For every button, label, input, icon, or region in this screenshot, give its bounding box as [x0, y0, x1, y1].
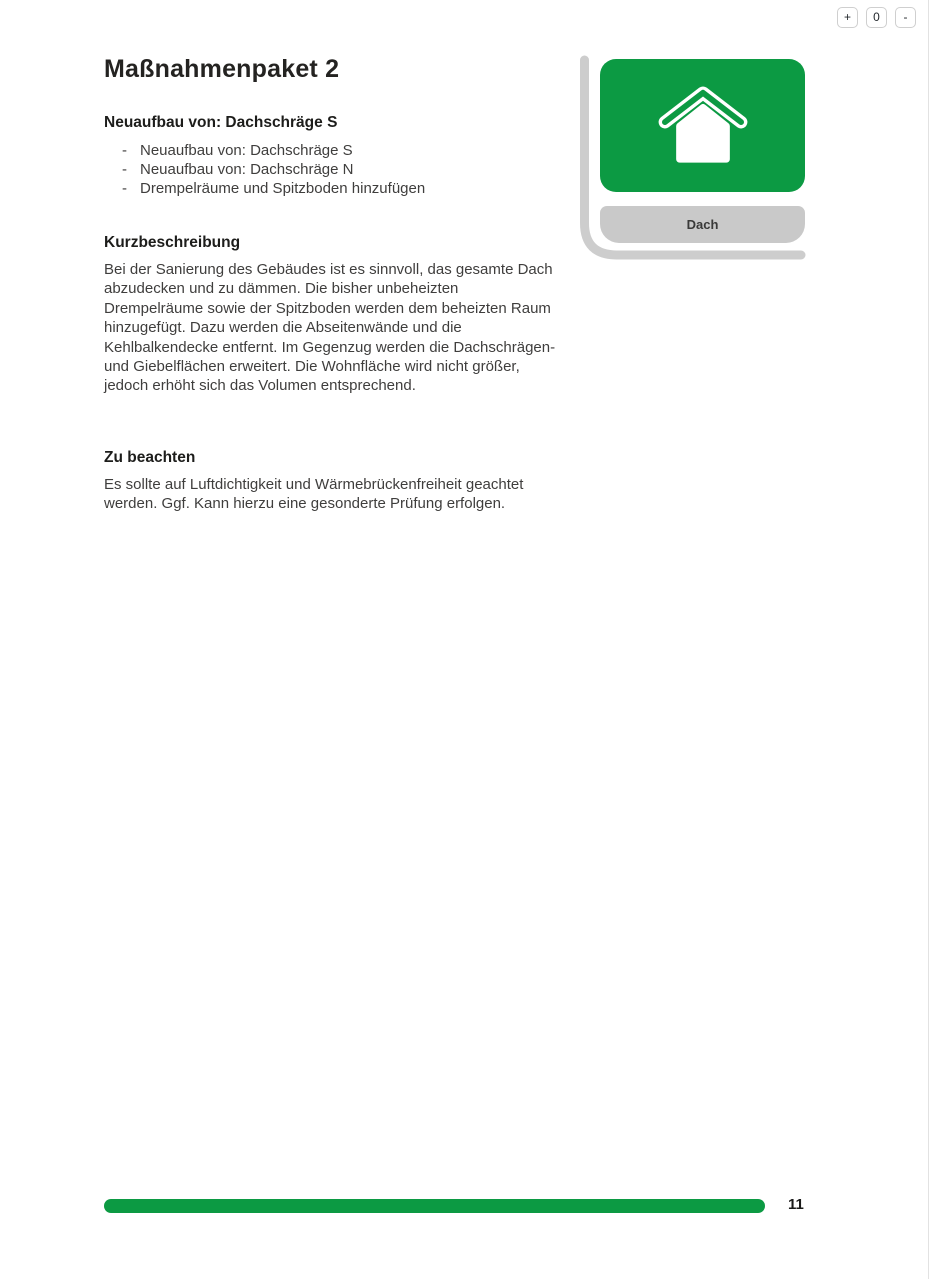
list-item — [104, 141, 564, 160]
measures-list — [104, 141, 564, 198]
list-item — [104, 179, 564, 198]
zoom-reset-button[interactable]: 0 — [866, 7, 887, 28]
description-heading: Kurzbeschreibung — [104, 234, 241, 251]
measures-heading: Neuaufbau von: Dachschräge S — [104, 114, 338, 131]
list-item-label: Drempelräume und Spitzboden hinzufügen — [140, 180, 426, 197]
list-item-label: Neuaufbau von: Dachschräge N — [140, 161, 354, 178]
note-paragraph: Es sollte auf Luftdichtigkeit und Wärmebrückenfreiheit geachtet werden. Ggf. Kann hierzu eine gesonderte Prüfung erfolgen. — [104, 476, 524, 513]
dash-bullet: - — [122, 161, 127, 178]
note-heading: Zu beachten — [104, 449, 196, 466]
zoom-in-button[interactable]: + — [837, 7, 858, 28]
house-roof-icon — [654, 85, 752, 167]
card-label: Dach — [600, 206, 805, 243]
dash-bullet: - — [122, 142, 127, 159]
zoom-out-button[interactable]: - — [895, 7, 916, 28]
list-item — [104, 160, 564, 179]
zoom-controls — [837, 7, 916, 28]
list-item-label: Neuaufbau von: Dachschräge S — [140, 142, 353, 159]
page-title: Maßnahmenpaket 2 — [104, 55, 340, 83]
description-paragraph: Bei der Sanierung des Gebäudes ist es sinnvoll, das gesamte Dach abzudecken und zu dämmen. Die bisher unbeheizten Drempelräume sowie der Spitzboden werden dem beheizten Raum hinzugefügt. Dazu werden die Abseitenwände und die Kehlbalkendecke entfernt. Im Gegenzug werden die Dachschrägen- und Giebelflächen erweitert. Die Wohnfläche wird nicht größer, jedoch erhöht sich das Volumen entsprechend. — [104, 261, 556, 395]
page-number: 11 — [788, 1196, 804, 1213]
dash-bullet: - — [122, 180, 127, 197]
footer-progress-bar — [104, 1199, 765, 1213]
card-tile — [600, 59, 805, 192]
category-card-dach — [575, 55, 815, 265]
